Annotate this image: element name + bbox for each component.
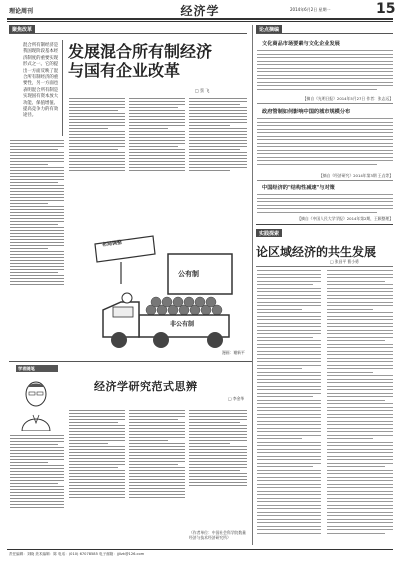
section-rule bbox=[9, 33, 247, 34]
sign-text: 布局调整 bbox=[101, 239, 123, 249]
essay-body-column-1 bbox=[10, 435, 64, 545]
truck-label: 公有制 bbox=[178, 270, 199, 278]
summary-divider-1 bbox=[257, 103, 393, 104]
page-title: 经济学 bbox=[180, 4, 220, 18]
wheel-middle-icon bbox=[153, 332, 169, 348]
author-portrait bbox=[20, 379, 52, 431]
cargo-spheres bbox=[146, 297, 222, 315]
essay-body-column-4 bbox=[189, 410, 247, 528]
section-rule-right bbox=[256, 33, 393, 34]
main-body-column-1 bbox=[10, 140, 64, 358]
essay-author: □ 李金华 bbox=[228, 396, 245, 401]
summary-divider-2 bbox=[257, 180, 393, 181]
masthead-rule bbox=[7, 18, 393, 20]
section2-body-column-2 bbox=[327, 270, 393, 542]
summary-source-3: 【摘自《中国人民大学学报》2014年第2期，王颖整理】 bbox=[297, 216, 393, 221]
essay-source-note: （作者单位：中国社会科学院数量经济与技术经济研究所） bbox=[189, 530, 246, 540]
essay-tag: 学者随笔 bbox=[16, 365, 58, 372]
summary-body-2 bbox=[257, 118, 393, 170]
section-label: 理论周刊 bbox=[9, 8, 34, 15]
section2-rule bbox=[256, 266, 393, 267]
masthead-rule-thin bbox=[7, 21, 393, 22]
pull-quote: 混合所有制经济是我国现阶段基本经济制度的重要实现形式之一。它的提出一方面反映了混合所有制经济的重要性，另一方面也表明混合所有制是实现国有资本放大功能、保值增值、提高竞争力的有效途径。 bbox=[23, 43, 59, 119]
summary-title-1: 文化商品市场要素与文化企业发展 bbox=[262, 41, 340, 47]
essay-top-rule bbox=[9, 361, 252, 362]
truck-window bbox=[113, 307, 133, 317]
summary-body-3 bbox=[257, 194, 393, 214]
summary-source-1: 【摘自《光明日报》2014年5月27日 作者：张志远】 bbox=[302, 96, 393, 101]
main-body-column-2 bbox=[69, 98, 125, 210]
wheel-rear-icon bbox=[207, 332, 223, 348]
cartoon-illustration bbox=[73, 214, 253, 359]
wheel-front-icon bbox=[111, 332, 127, 348]
section2-author: □ 张昌平 曹小勇 bbox=[330, 259, 359, 264]
footer-rule bbox=[7, 549, 393, 550]
summary-title-3: 中国经济的"结构性减速"与对策 bbox=[262, 185, 335, 191]
main-headline bbox=[68, 42, 253, 80]
main-body-column-4 bbox=[189, 98, 247, 210]
essay-body-column-3 bbox=[129, 410, 185, 545]
driver-head bbox=[122, 293, 132, 303]
section-tab-digest: 论点摘编 bbox=[256, 25, 282, 33]
section2-body-column-1 bbox=[257, 270, 321, 542]
essay-body-column-2 bbox=[69, 410, 125, 545]
main-body-column-3 bbox=[129, 98, 185, 210]
footer-credits: 责任编辑：刘晓 美术编辑：陈 电话：(010) 67078585 电子邮箱：jjllzk@126.com bbox=[9, 552, 145, 556]
main-headline-line1: 发展混合所有制经济 bbox=[68, 42, 213, 61]
page-number: 15 bbox=[376, 1, 396, 17]
cargo-label: 非公有制 bbox=[170, 321, 195, 328]
summary-end-rule bbox=[256, 224, 393, 225]
section2-headline: 论区域经济的共生发展 bbox=[256, 245, 377, 259]
summary-body-1 bbox=[257, 50, 393, 94]
section-tab-reform: 聚焦改革 bbox=[9, 25, 35, 33]
section-tab-practice: 实践探索 bbox=[256, 229, 282, 237]
summary-title-2: 政府管制如何影响中国的城市规模分布 bbox=[262, 109, 351, 115]
main-headline-line2: 与国有企业改革 bbox=[68, 61, 181, 80]
essay-headline: 经济学研究范式思辨 bbox=[94, 380, 198, 393]
cartoon-credit: 漫画：谢新平 bbox=[222, 350, 245, 355]
issue-date: 2014年6月2日 星期一 bbox=[290, 7, 331, 12]
main-author: □ 蔡 飞 bbox=[195, 88, 210, 93]
summary-source-2: 【摘自《经济研究》2014年第3期 王垚等】 bbox=[318, 173, 393, 178]
direction-sign bbox=[95, 236, 155, 262]
